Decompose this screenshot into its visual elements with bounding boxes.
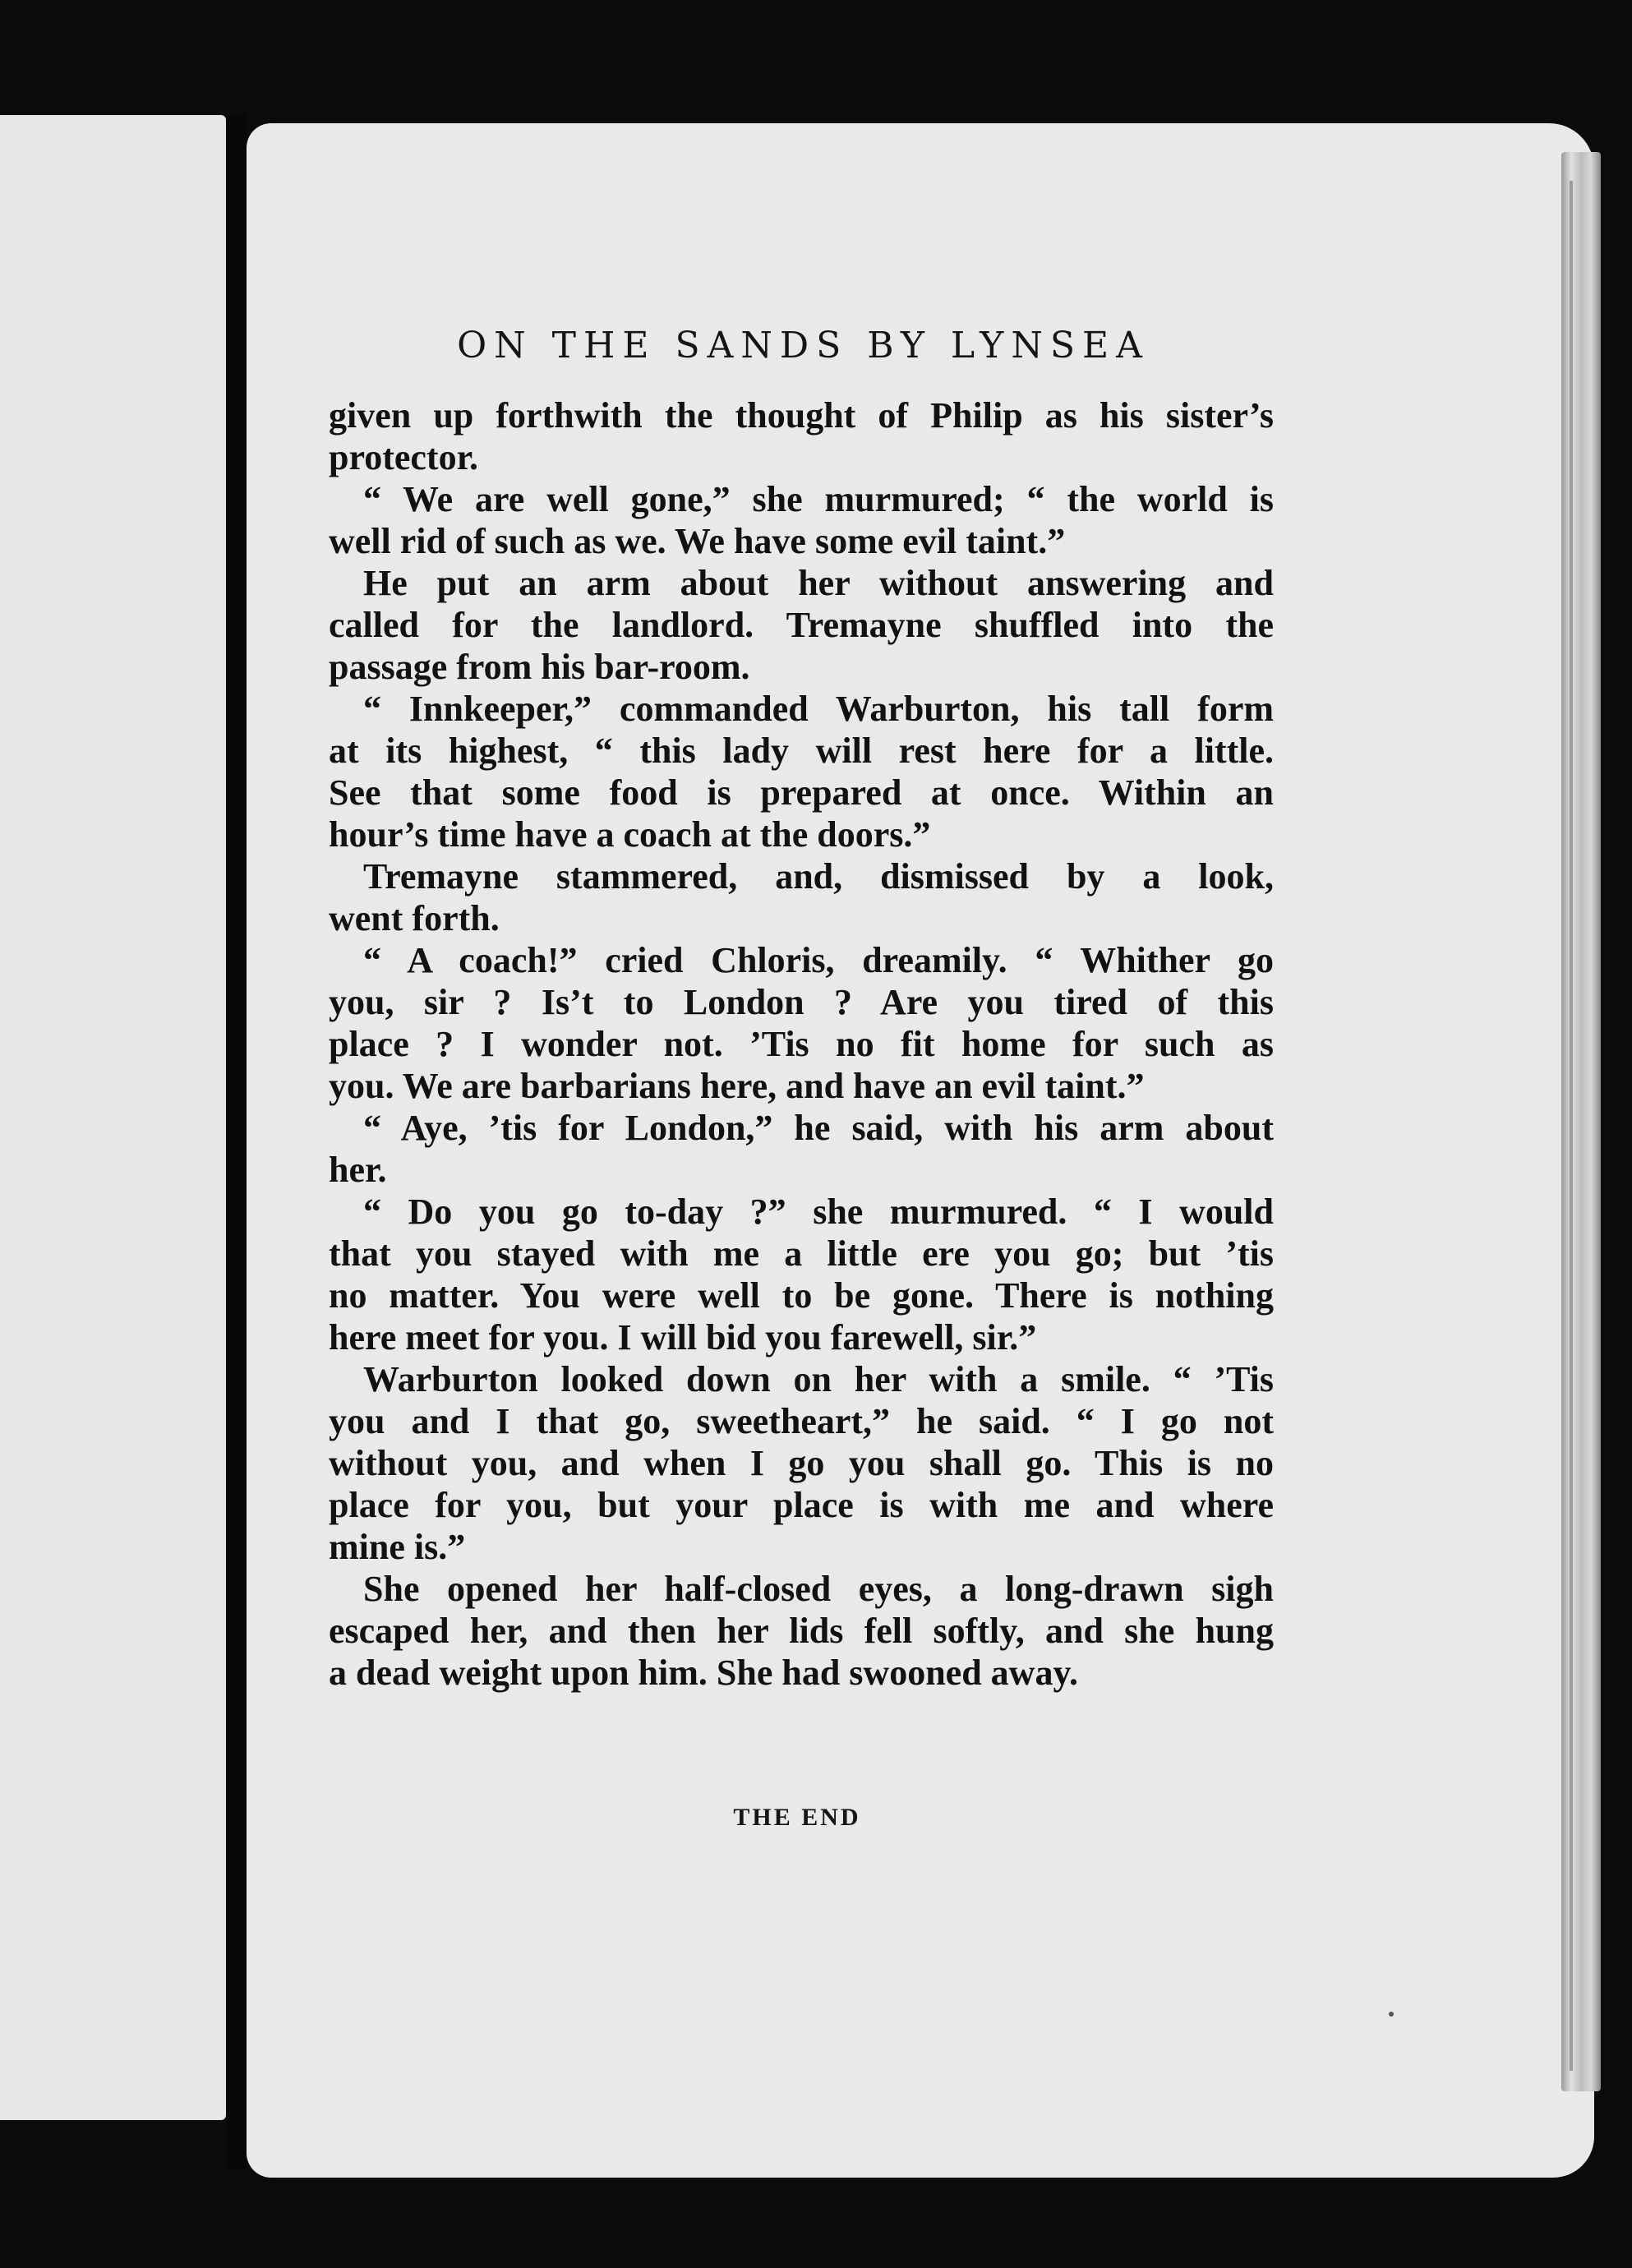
text-line: protector.	[329, 437, 479, 477]
text-line: that you stayed with me a little ere you go; but ’tis	[329, 1233, 1274, 1274]
text-line: “ Aye, ’tis for London,” he said, with his arm about	[363, 1108, 1274, 1148]
book-gutter	[226, 115, 247, 2169]
text-line: place for you, but your place is with me and where	[329, 1485, 1274, 1525]
text-line: hour’s time have a coach at the doors.”	[329, 814, 931, 855]
text-line: He put an arm about her without answering and	[363, 563, 1274, 603]
body-text	[329, 394, 1274, 1694]
page-edge-shadow	[1570, 181, 1573, 2071]
text-line: escaped her, and then her lids fell softly, and she hung	[329, 1611, 1274, 1651]
page-edges	[1561, 152, 1601, 2091]
text-line: without you, and when I go you shall go. This is no	[329, 1443, 1274, 1483]
text-line: here meet for you. I will bid you farewell, sir.”	[329, 1317, 1037, 1358]
text-line: called for the landlord. Tremayne shuffled into the	[329, 605, 1274, 645]
text-line: well rid of such as we. We have some evil taint.”	[329, 521, 1066, 561]
text-line: her.	[329, 1150, 387, 1190]
text-line: “ We are well gone,” she murmured; “ the world is	[363, 479, 1274, 519]
text-line: given up forthwith the thought of Philip as his sister’s	[329, 395, 1274, 436]
paper-speck	[1389, 2012, 1394, 2017]
text-line: you, sir ? Is’t to London ? Are you tired of this	[329, 982, 1274, 1022]
text-line: no matter. You were well to be gone. There is nothing	[329, 1275, 1274, 1316]
text-line: Tremayne stammered, and, dismissed by a look,	[363, 856, 1274, 897]
text-line: you. We are barbarians here, and have an evil taint.”	[329, 1066, 1145, 1106]
text-line: place ? I wonder not. ’Tis no fit home for such as	[329, 1024, 1274, 1064]
text-line: a dead weight upon him. She had swooned away.	[329, 1653, 1079, 1693]
text-line: “ Innkeeper,” commanded Warburton, his tall form	[363, 689, 1274, 729]
text-line: Warburton looked down on her with a smile. “ ’Tis	[363, 1359, 1274, 1399]
text-line: passage from his bar-room.	[329, 647, 750, 687]
text-line: at its highest, “ this lady will rest here for a little.	[329, 731, 1274, 771]
text-line: you and I that go, sweetheart,” he said. “ I go not	[329, 1401, 1274, 1441]
text-line: See that some food is prepared at once. Within an	[329, 772, 1274, 813]
running-head: ON THE SANDS BY LYNSEA	[457, 325, 1150, 366]
text-line: mine is.”	[329, 1527, 466, 1567]
the-end-mark: THE END	[733, 1804, 861, 1831]
text-line: She opened her half-closed eyes, a long-drawn sigh	[363, 1569, 1274, 1609]
text-line: “ Do you go to-day ?” she murmured. “ I would	[363, 1192, 1274, 1232]
left-facing-page	[0, 115, 226, 2120]
text-line: went forth.	[329, 898, 500, 938]
text-line: “ A coach!” cried Chloris, dreamily. “ Whither go	[363, 940, 1274, 980]
